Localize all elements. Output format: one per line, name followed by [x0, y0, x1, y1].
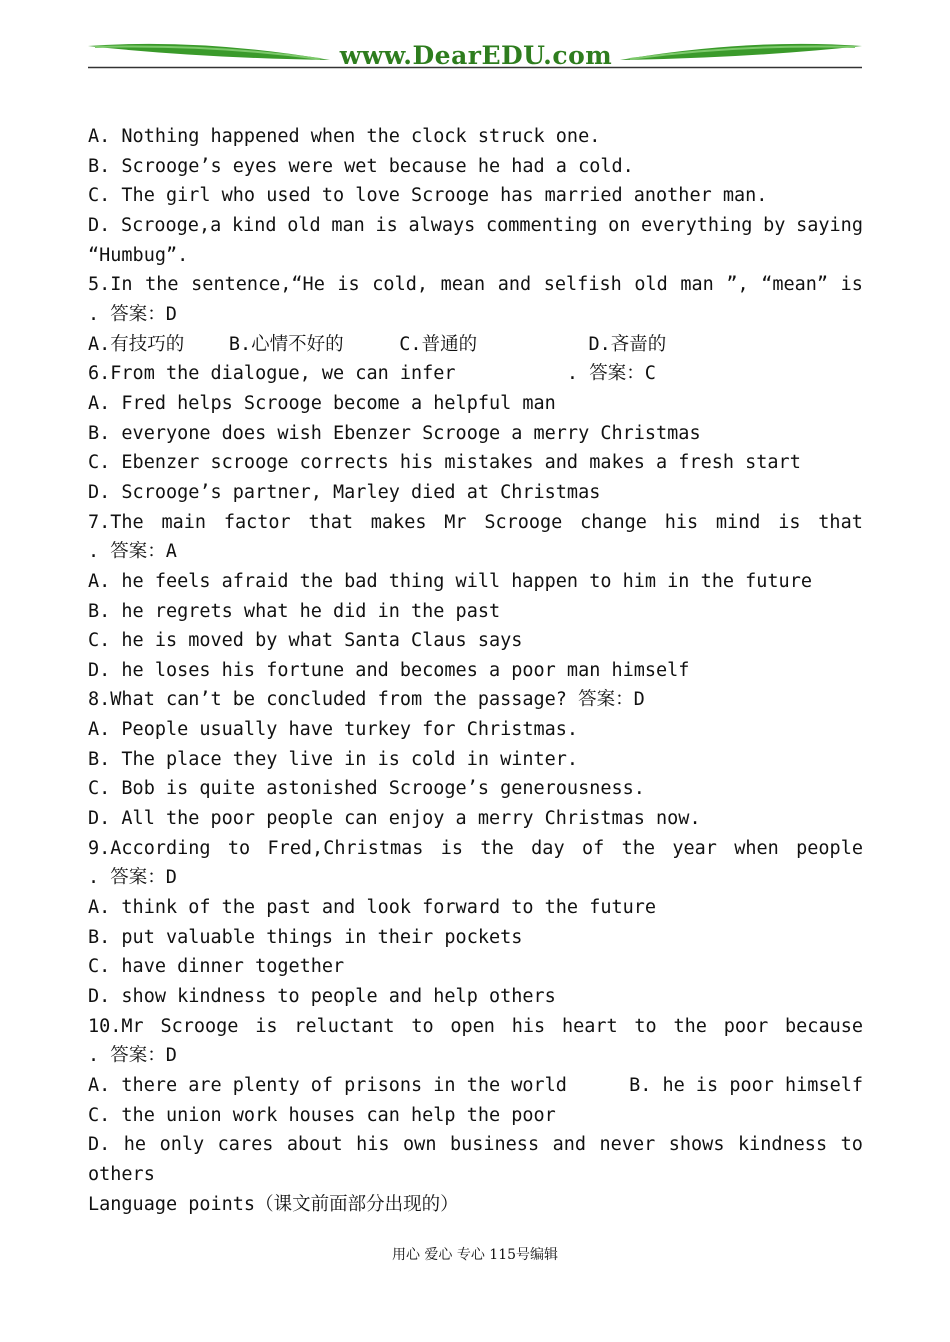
word: is — [840, 274, 863, 296]
text-line: A.有技巧的 B.心情不好的 C.普通的 D.吝啬的 — [88, 333, 667, 355]
text-line: D. show kindness to people and help others — [88, 986, 556, 1008]
word: day — [531, 837, 565, 859]
word: is — [375, 214, 398, 236]
word: because — [785, 1015, 863, 1037]
word: to — [634, 1015, 657, 1037]
word: shows — [668, 1134, 725, 1156]
word: Fred,Christmas — [267, 837, 424, 859]
word: kindness — [737, 1134, 828, 1156]
text-line — [88, 1012, 863, 1042]
word: commenting — [485, 214, 598, 236]
word: 9.According — [88, 837, 211, 859]
text-line: A. think of the past and look forward to the future — [88, 897, 657, 919]
word: cares — [217, 1134, 274, 1156]
word: to — [227, 837, 251, 859]
text-line: “Humbug”. — [88, 244, 189, 266]
text-line: . 答案：D — [88, 1045, 177, 1067]
text-line: B. Scrooge’s eyes were wet because he had a cold. — [88, 155, 634, 177]
word: makes — [370, 511, 427, 533]
word: B. he is poor himself — [629, 1075, 863, 1096]
word: is — [337, 274, 360, 296]
word: man — [680, 274, 714, 296]
word: D. — [88, 1134, 111, 1156]
word: to — [411, 1015, 434, 1037]
text-line: B. everyone does wish Ebenzer Scrooge a merry Christmas — [88, 422, 701, 444]
word: poor — [723, 1015, 769, 1037]
page-header — [0, 0, 950, 80]
text-line: . 答案：D — [88, 867, 177, 889]
text-line — [88, 270, 863, 300]
word: mean — [440, 274, 486, 296]
word: never — [599, 1134, 656, 1156]
document-body — [88, 122, 863, 1219]
text-line — [88, 508, 863, 538]
word: Scrooge — [484, 511, 563, 533]
word: sentence,“He — [191, 274, 325, 296]
word: mind — [715, 511, 761, 533]
word: to — [840, 1134, 863, 1156]
text-line — [88, 1130, 863, 1160]
text-line: A. Nothing happened when the clock struck one. — [88, 126, 601, 147]
text-line: C. Ebenzer scrooge corrects his mistakes and makes a fresh start — [88, 452, 801, 474]
word: only — [159, 1134, 205, 1156]
word: is — [778, 511, 801, 533]
text-line — [88, 1071, 863, 1101]
site-brand-logo: www.DearEDU.com — [339, 41, 613, 70]
text-line: Language points（课文前面部分出现的） — [88, 1193, 459, 1215]
text-line: D. Scrooge’s partner, Marley died at Christmas — [88, 481, 601, 503]
word: main — [161, 511, 207, 533]
word: the — [621, 837, 655, 859]
word: ”, — [726, 274, 749, 296]
word: is — [440, 837, 464, 859]
word: when — [734, 837, 779, 859]
word: heart — [561, 1015, 618, 1037]
word: business — [449, 1134, 540, 1156]
word: the — [673, 1015, 707, 1037]
word: by — [763, 214, 786, 236]
word: on — [608, 214, 631, 236]
word: Mr — [444, 511, 467, 533]
text-line: C. Bob is quite astonished Scrooge’s generousness. — [88, 778, 645, 800]
text-line: . 答案：A — [88, 541, 177, 563]
text-line: B. put valuable things in their pockets — [88, 926, 523, 948]
text-line: D. he loses his fortune and becomes a poor man himself — [88, 659, 690, 681]
text-line: C. the union work houses can help the poor — [88, 1104, 556, 1126]
word: 5.In — [88, 274, 133, 296]
word: and — [552, 1134, 587, 1156]
word: A. there are plenty of prisons in the world — [88, 1075, 567, 1096]
text-line: C. have dinner together — [88, 956, 345, 978]
word: open — [450, 1015, 495, 1037]
word: Scrooge — [160, 1015, 239, 1037]
text-line: B. he regrets what he did in the past — [88, 600, 501, 622]
word: old — [634, 274, 668, 296]
page-footer: 用心 爱心 专心 115号编辑 — [391, 1247, 559, 1263]
word: D. — [88, 214, 111, 236]
text-line: C. he is moved by what Santa Claus says — [88, 630, 523, 652]
word: year — [672, 837, 717, 859]
text-line: 8.What can’t be concluded from the passage? 答案：D — [88, 689, 645, 711]
word: that — [818, 511, 863, 533]
text-line: 6.From the dialogue, we can infer . 答案：C — [88, 363, 656, 385]
text-line: . 答案：D — [88, 303, 177, 325]
word: the — [145, 274, 179, 296]
word: selfish — [543, 274, 622, 296]
word: change — [580, 511, 647, 533]
word: that — [308, 511, 353, 533]
word: his — [511, 1015, 546, 1037]
text-line: D. All the poor people can enjoy a merry Christmas now. — [88, 808, 701, 830]
word: and — [497, 274, 532, 296]
word: always — [408, 214, 476, 236]
word: 7.The — [88, 511, 144, 533]
word: 10.Mr — [88, 1015, 144, 1037]
text-line — [88, 834, 863, 864]
word: factor — [223, 511, 291, 533]
word: Scrooge,a — [120, 214, 222, 236]
text-line — [88, 211, 863, 241]
word: he — [123, 1134, 147, 1156]
word: his — [356, 1134, 390, 1156]
text-line: A. Fred helps Scrooge become a helpful man — [88, 392, 556, 414]
text-line: A. People usually have turkey for Christmas. — [88, 719, 579, 741]
word: kind — [231, 214, 277, 236]
word: “mean” — [761, 274, 829, 296]
word: reluctant — [294, 1015, 395, 1037]
word: about — [286, 1134, 343, 1156]
word: own — [403, 1134, 437, 1156]
word: everything — [641, 214, 753, 236]
word: the — [480, 837, 514, 859]
word: people — [796, 837, 863, 859]
word: old — [287, 214, 321, 236]
text-line: B. The place they live in is cold in winter. — [88, 748, 579, 770]
text-line: A. he feels afraid the bad thing will happen to him in the future — [88, 570, 812, 592]
word: his — [664, 511, 699, 533]
word: is — [255, 1015, 278, 1037]
word: of — [581, 837, 605, 859]
text-line: C. The girl who used to love Scrooge has married another man. — [88, 185, 768, 207]
text-line: others — [88, 1163, 155, 1185]
word: man — [331, 214, 365, 236]
word: saying — [796, 214, 863, 236]
word: cold, — [372, 274, 428, 296]
